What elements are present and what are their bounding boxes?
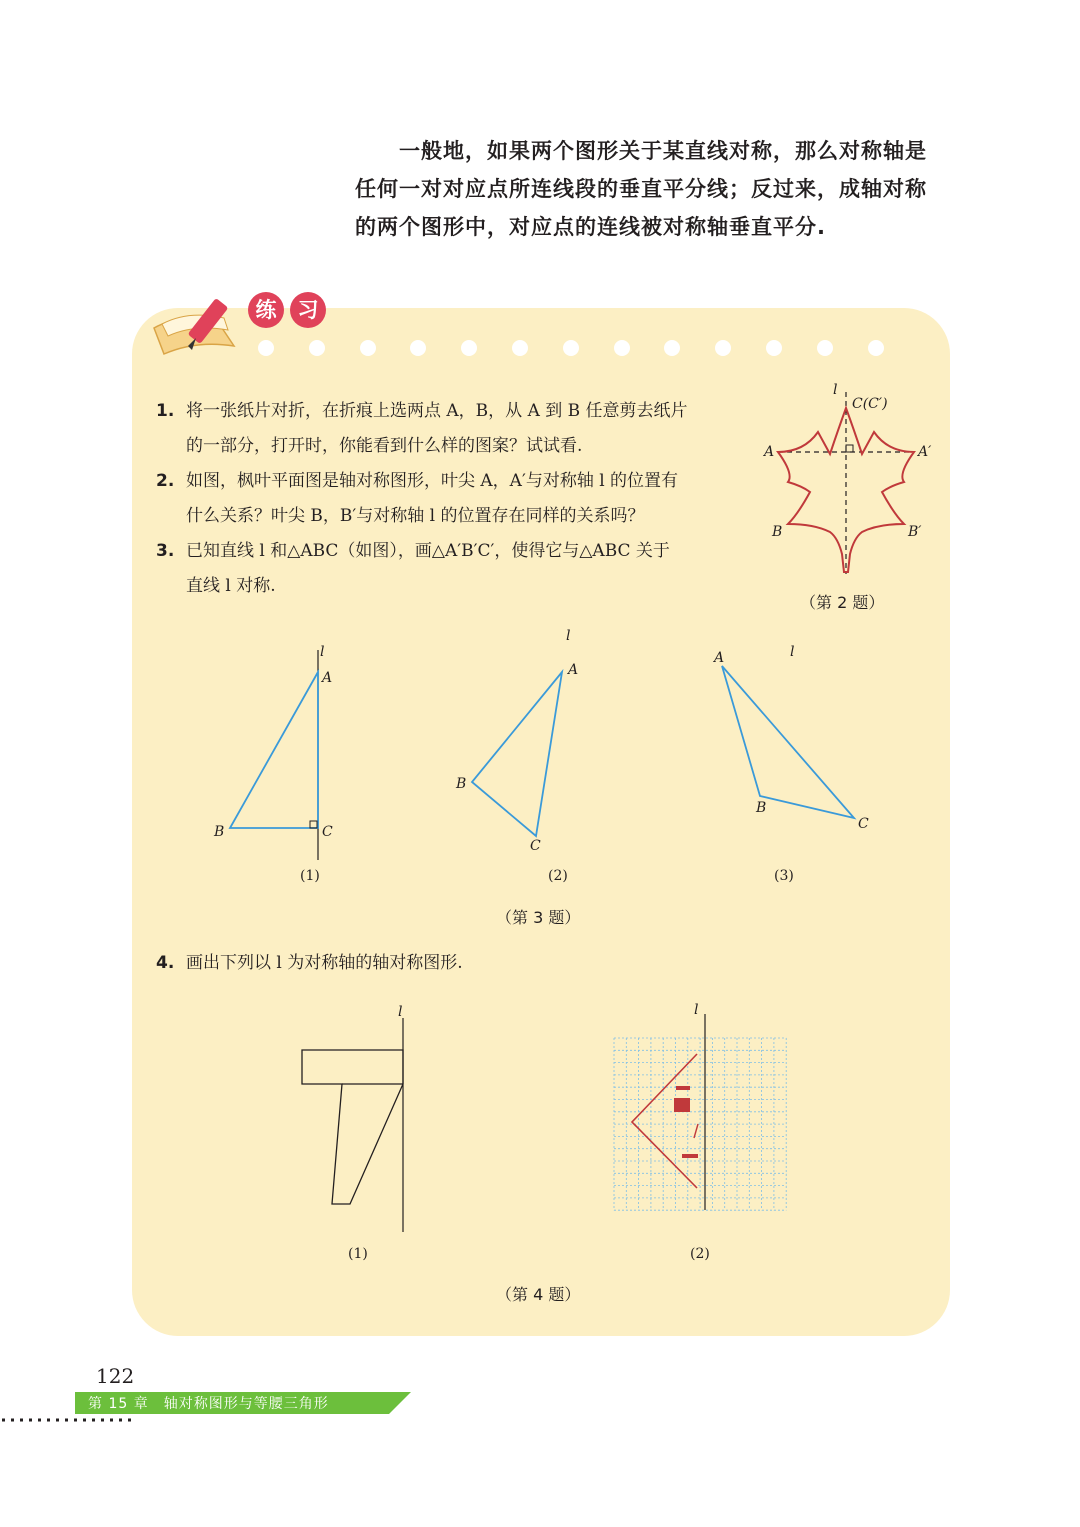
panel-dot (614, 340, 630, 356)
panel-dot (563, 340, 579, 356)
eyebrow-mark (676, 1086, 690, 1090)
triangle-abc (722, 666, 854, 818)
fig4-caption: （第 4 题） (496, 1285, 581, 1304)
label-b: B (756, 800, 767, 816)
label-c: C (530, 838, 541, 854)
page-number: 122 (96, 1364, 135, 1388)
question-2 (156, 464, 756, 534)
intro-line-1: 一般地，如果两个图形关于某直线对称，那么对称轴是 (399, 139, 927, 163)
label-l: l (398, 1004, 403, 1020)
fig3-triangle-1 (200, 640, 360, 860)
panel-dot (715, 340, 731, 356)
exercise-badge (148, 284, 348, 374)
label-a: A (714, 650, 725, 666)
fig4-sub-2: (2) (690, 1246, 710, 1262)
fig4-shape-1 (290, 1000, 420, 1235)
footer-dotted-line (0, 1418, 136, 1422)
fig3-sub-2: (2) (548, 868, 568, 884)
mouth-mark (682, 1154, 698, 1158)
panel-dots-divider (258, 340, 898, 360)
scroll-pencil-icon (154, 298, 234, 354)
fig3-caption: （第 3 题） (496, 908, 581, 927)
grid (614, 1038, 786, 1210)
fig3-triangle-2 (450, 624, 600, 854)
right-angle-mark (846, 445, 853, 452)
badge-char-2: 习 (297, 298, 319, 322)
question-number: 1. (156, 401, 175, 421)
label-c: C (858, 816, 869, 832)
panel-dot (868, 340, 884, 356)
question-text: 将一张纸片对折，在折痕上选两点 A，B，从 A 到 B 任意剪去纸片 (186, 401, 688, 421)
panel-dot (664, 340, 680, 356)
label-a: A (322, 670, 333, 686)
triangle-abc (230, 672, 318, 828)
question-number: 4. (156, 953, 175, 973)
fig4-grid-figure (612, 1000, 787, 1215)
fig3-sub-3: (3) (774, 868, 794, 884)
question-text: 已知直线 l 和△ABC（如图），画△A′B′C′，使得它与△ABC 关于 (186, 541, 670, 561)
maple-leaf-figure (760, 378, 940, 578)
badge-char-1: 练 (255, 298, 277, 322)
label-l: l (790, 644, 795, 660)
panel-dot (410, 340, 426, 356)
panel-dot (817, 340, 833, 356)
label-c: C (322, 824, 333, 840)
eye-mark (674, 1098, 690, 1112)
fig2-caption: （第 2 题） (800, 593, 885, 612)
label-b: B (214, 824, 225, 840)
question-1 (156, 394, 756, 464)
question-text: 画出下列以 l 为对称轴的轴对称图形. (186, 953, 463, 973)
fig4-sub-1: (1) (348, 1246, 368, 1262)
panel-dot (512, 340, 528, 356)
triangle-abc (472, 672, 562, 836)
question-text: 如图，枫叶平面图是轴对称图形，叶尖 A，A′与对称轴 l 的位置有 (186, 471, 679, 491)
intro-paragraph (355, 132, 955, 246)
label-b-prime: B′ (908, 524, 922, 540)
label-l: l (833, 382, 838, 398)
label-b: B (772, 524, 783, 540)
label-l: l (566, 628, 571, 644)
label-c: C(C′) (852, 396, 888, 412)
fig3-sub-1: (1) (300, 868, 320, 884)
question-4 (156, 946, 756, 981)
question-text-cont: 的一部分，打开时，你能看到什么样的图案？试试看. (186, 436, 583, 456)
label-a: A (764, 444, 775, 460)
chapter-title: 第 15 章 轴对称图形与等腰三角形 (88, 1396, 329, 1412)
question-number: 2. (156, 471, 175, 491)
intro-line-3: 的两个图形中，对应点的连线被对称轴垂直平分. (355, 215, 826, 239)
label-l: l (320, 644, 325, 660)
panel-dot (461, 340, 477, 356)
question-3 (156, 534, 756, 604)
panel-dot (360, 340, 376, 356)
label-l: l (694, 1002, 699, 1018)
panel-dot (766, 340, 782, 356)
nose-mark (694, 1124, 698, 1138)
fig3-triangle-3 (706, 640, 886, 840)
face-outline (632, 1054, 697, 1188)
question-number: 3. (156, 541, 175, 561)
seven-shape (302, 1050, 403, 1204)
right-angle-mark (310, 821, 317, 828)
label-a-prime: A′ (918, 444, 932, 460)
question-text-cont: 什么关系？叶尖 B，B′与对称轴 l 的位置存在同样的关系吗？ (186, 506, 645, 526)
label-a: A (568, 662, 579, 678)
label-b: B (456, 776, 467, 792)
intro-line-2: 任何一对对应点所连线段的垂直平分线；反过来，成轴对称 (355, 177, 927, 201)
question-text-cont: 直线 l 对称. (186, 576, 276, 596)
